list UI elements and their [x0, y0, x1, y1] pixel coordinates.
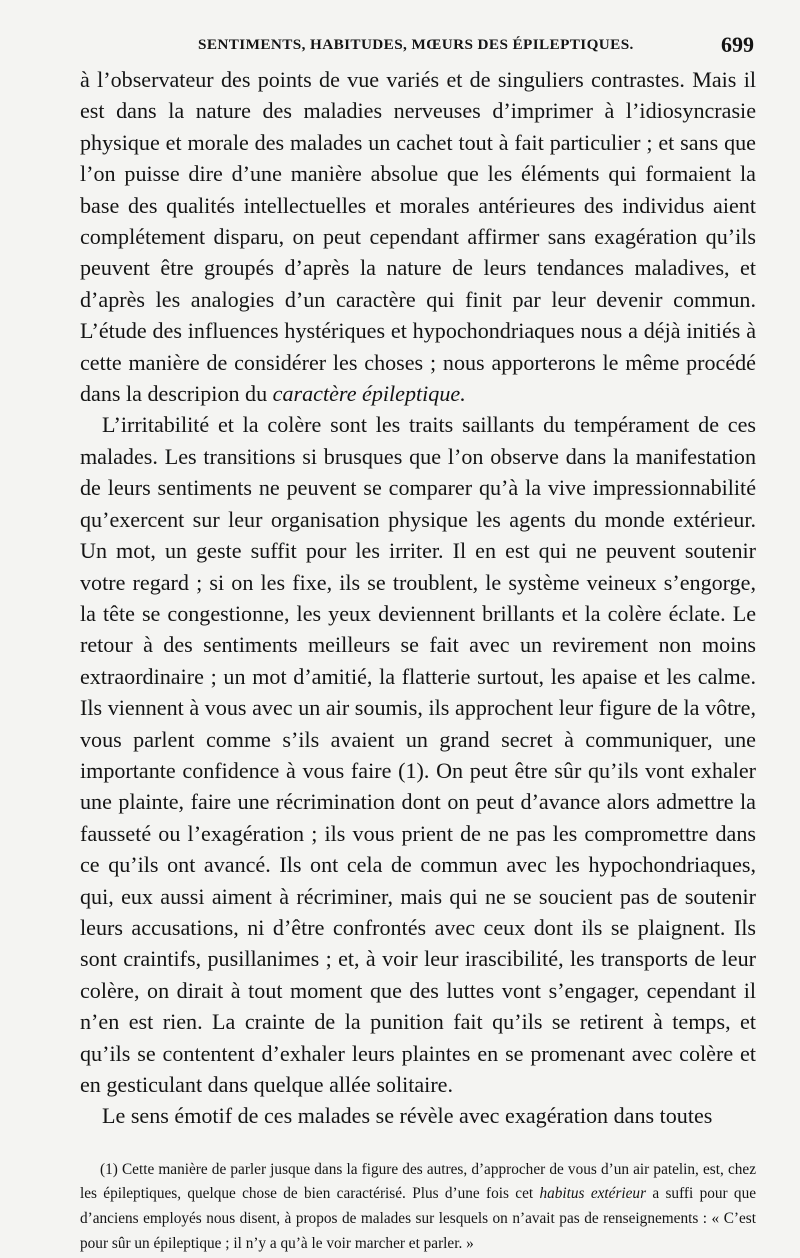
footnote-text-2: a suffi pour que d’anciens employés nous disent, à propos de malades sur lesquels on n’avait pas de renseignements : « C’est pour sûr un épileptique ; il n’y a qu’à le voir marcher et parler. » — [80, 1185, 757, 1252]
paragraph-1-text: à l’observateur des points de vue variés et de singuliers contrastes. Mais il est dans la nature des maladies nerveuses d’imprimer à l’idiosyncrasie physique et morale des malades un cachet tout à fait particulier ; et sans que l’on puisse dire d’une manière absolue que les éléments qui formaient la base des qualités intellectuelles et morales antérieures des individus aient complétement disparu, on peut cependant affirmer sans exagération qu’ils peuvent être groupés d’après la nature de leurs tendances maladives, et d’après les analogies d’un caractère qui finit par leur devenir commun. L’étude des influences hystériques et hypochondriaques nous a déjà initiés à cette manière de considérer les choses ; nous apporterons le même procédé dans la descripion du — [80, 67, 756, 407]
footnote-italic: habitus extérieur — [539, 1185, 647, 1203]
paragraph-2: L’irritabilité et la colère sont les traits saillants du tempérament de ces malades. Les transitions si brusques que l’on observe dans la manifestation de leurs sentiments ne peuvent se comparer qu’à la vive impressionnabilité qu’exercent sur leur organisation physique les agents du monde extérieur. Un mot, un geste suffit pour les irriter. Il en est qui ne peuvent soutenir votre regard ; si on les fixe, ils se troublent, le système veineux s’engorge, la tête se congestionne, les yeux deviennent brillants et la colère éclate. Le retour à des sentiments meilleurs se fait avec un revirement non moins extraordinaire ; un mot d’amitié, la flatterie surtout, les apaise et les calme. Ils viennent à vous avec un air soumis, ils approchent leur figure de la vôtre, vous parlent comme s’ils avaient un grand secret à communiquer, une importante confidence à vous faire (1). On peut être sûr qu’ils vont exhaler une plainte, faire une récrimination dont on peut d’avance alors admettre la fausseté ou l’exagération ; ils vous prient de ne pas les compromettre dans ce qu’ils ont avancé. Ils ont cela de commun avec les hypochondriaques, qui, eux aussi aiment à récriminer, mais qui ne se soucient pas de soutenir leurs accusations, ni d’être confrontés avec ceux dont ils se plaignent. Ils sont craintifs, pusillanimes ; et, à voir leur irascibilité, les transports de leur colère, on dirait à tout moment que des luttes vont s’engager, cependant il n’en est rien. La crainte de la punition fait qu’ils se retirent à temps, et qu’ils se contentent d’exhaler leurs plaintes en se promenant avec colère et en gesticulant dans quelque allée solitaire. — [80, 412, 756, 1097]
footnote — [80, 1158, 756, 1256]
paragraph-1-italic: caractère épileptique. — [272, 381, 466, 407]
page-header — [80, 30, 756, 60]
body-text — [80, 64, 756, 1132]
footnote-text-1: (1) Cette manière de parler jusque dans la figure des autres, d’approcher de vous d’un air patelin, est, chez les épileptiques, quelque chose de bien caractérisé. Plus d’une fois cet — [80, 1160, 756, 1203]
paragraph-3: Le sens émotif de ces malades se révèle avec exagération dans toutes — [102, 1103, 713, 1129]
page-number: 699 — [721, 32, 754, 57]
running-head: SENTIMENTS, HABITUDES, MŒURS DES ÉPILEPTIQUES. — [198, 36, 634, 53]
paragraph-1 — [80, 64, 756, 409]
